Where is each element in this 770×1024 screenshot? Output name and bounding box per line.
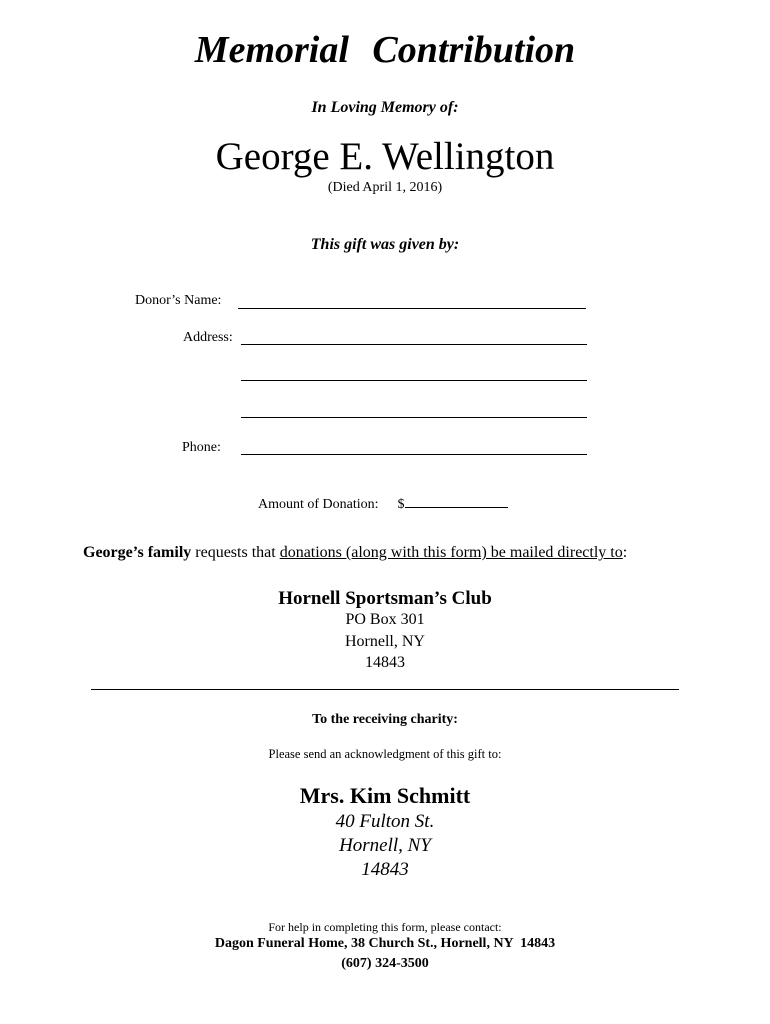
memory-label: In Loving Memory of: [311,99,459,116]
request-end: : [622,544,628,561]
deceased-name: George E. Wellington [215,135,555,178]
recipient-address-line-1: 40 Fulton St. [335,811,435,832]
address-field-line-3[interactable] [241,417,587,418]
help-text: For help in completing this form, please contact: [268,920,502,934]
contact-phone: (607) 324-3500 [341,956,429,971]
section-divider [91,689,679,690]
charity-address-line-2: Hornell, NY [345,633,425,650]
death-date: (Died April 1, 2016) [327,180,443,195]
currency-symbol: $ [397,497,405,512]
request-underlined: donations (along with this form) be mailed directly to [279,544,623,561]
gift-by-heading: This gift was given by: [310,236,460,253]
address-field-line-2[interactable] [241,380,587,381]
address-label: Address: [183,330,233,345]
request-middle: requests that [191,544,280,561]
family-name: George’s family [83,544,192,561]
acknowledgment-instruction: Please send an acknowledgment of this gift to: [268,747,502,761]
charity-address-line-3: 14843 [365,654,405,671]
amount-row [258,495,508,513]
recipient-name: Mrs. Kim Schmitt [299,783,471,808]
donor-name-label: Donor’s Name: [135,293,222,308]
phone-field[interactable] [241,454,587,455]
phone-label: Phone: [182,440,221,455]
amount-label: Amount of Donation: [258,497,379,512]
mailing-request [83,544,627,562]
recipient-address-line-3: 14843 [361,859,409,880]
donor-name-field[interactable] [238,308,586,309]
funeral-home: Dagon Funeral Home, 38 Church St., Hornell, NY 14843 [214,936,556,951]
charity-address-line-1: PO Box 301 [345,611,425,628]
recipient-address-line-2: Hornell, NY [339,835,431,856]
amount-field[interactable] [405,495,508,508]
receiving-charity-heading: To the receiving charity: [312,712,458,727]
charity-name: Hornell Sportsman’s Club [278,588,492,609]
address-field-line-1[interactable] [241,344,587,345]
form-title: Memorial Contribution [194,29,576,71]
